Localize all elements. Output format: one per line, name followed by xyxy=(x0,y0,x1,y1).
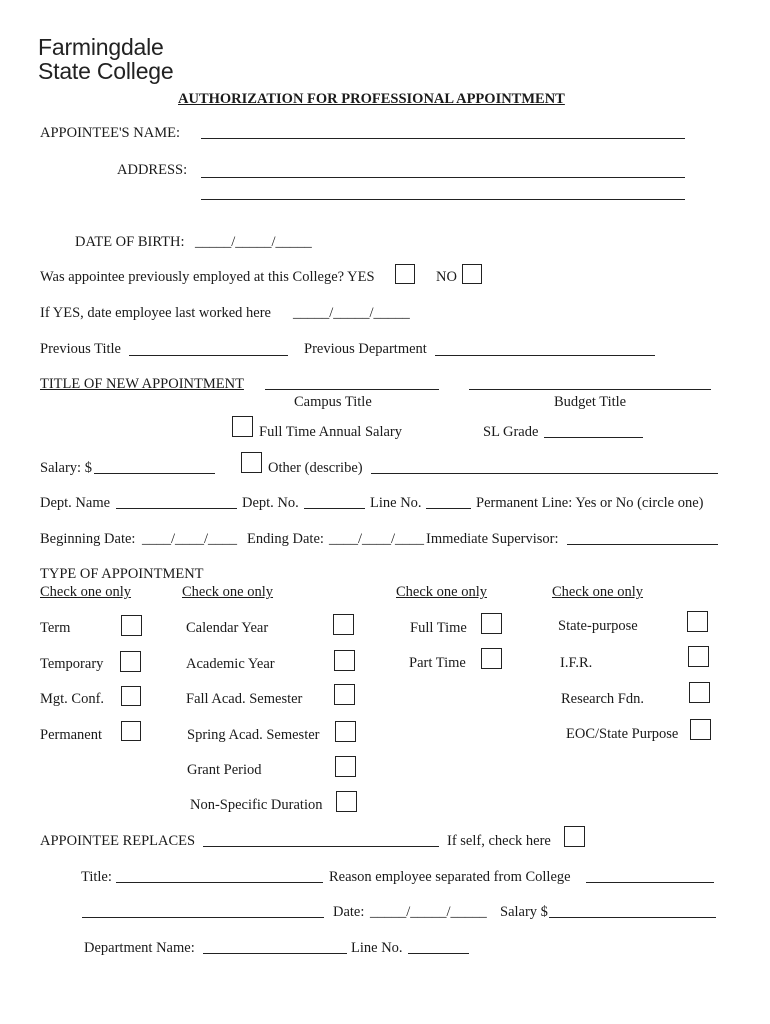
part-time-checkbox[interactable] xyxy=(481,648,502,669)
if-self-label: If self, check here xyxy=(447,833,551,849)
address-label: ADDRESS: xyxy=(117,162,188,178)
supervisor-field[interactable] xyxy=(567,544,718,545)
dept-name-field[interactable] xyxy=(116,508,237,509)
budget-title-label: Budget Title xyxy=(554,394,627,410)
campus-title-label: Campus Title xyxy=(294,394,372,410)
campus-title-field[interactable] xyxy=(265,389,439,390)
check-one-col2: Check one only xyxy=(182,584,274,600)
full-time-label: Full Time xyxy=(410,620,467,636)
prev-title-label: Previous Title xyxy=(40,341,121,357)
state-purpose-checkbox[interactable] xyxy=(687,611,708,632)
eoc-state-purpose-label: EOC/State Purpose xyxy=(566,726,679,742)
check-one-col3: Check one only xyxy=(396,584,488,600)
full-time-salary-label: Full Time Annual Salary xyxy=(259,424,403,440)
state-purpose-label: State-purpose xyxy=(558,618,638,634)
prev-dept-field[interactable] xyxy=(435,355,655,356)
replaces-label: APPOINTEE REPLACES xyxy=(40,833,196,849)
eoc-state-purpose-checkbox[interactable] xyxy=(690,719,711,740)
reason-separated-field-2[interactable] xyxy=(82,917,324,918)
ending-date-field[interactable]: ____/____/____ xyxy=(329,531,425,547)
replaces-title-label: Title: xyxy=(81,869,112,885)
dept-no-label: Dept. No. xyxy=(242,495,299,511)
mgt-conf-label: Mgt. Conf. xyxy=(40,691,105,707)
replaces-salary-label: Salary $ xyxy=(500,904,548,920)
reason-separated-label: Reason employee separated from College xyxy=(329,869,571,885)
replaces-date-label: Date: xyxy=(333,904,365,920)
line-no-field[interactable] xyxy=(426,508,471,509)
mgt-conf-checkbox[interactable] xyxy=(121,686,141,706)
replaces-field[interactable] xyxy=(203,846,439,847)
term-checkbox[interactable] xyxy=(121,615,142,636)
full-time-checkbox[interactable] xyxy=(481,613,502,634)
last-worked-label: If YES, date employee last worked here xyxy=(40,305,271,321)
prev-employed-label: Was appointee previously employed at this College? YES xyxy=(40,269,375,285)
appointee-name-field[interactable] xyxy=(201,138,685,139)
full-time-salary-checkbox[interactable] xyxy=(232,416,253,437)
dob-field[interactable]: _____/_____/_____ xyxy=(195,234,312,250)
check-one-col4: Check one only xyxy=(552,584,644,600)
grant-period-label: Grant Period xyxy=(187,762,262,778)
other-label: Other (describe) xyxy=(268,460,363,476)
if-self-checkbox[interactable] xyxy=(564,826,585,847)
term-label: Term xyxy=(40,620,71,636)
dob-label: DATE OF BIRTH: xyxy=(75,234,185,250)
no-label: NO xyxy=(436,269,457,285)
college-logo xyxy=(38,35,174,83)
academic-year-label: Academic Year xyxy=(186,656,275,672)
new-appointment-title-label: TITLE OF NEW APPOINTMENT xyxy=(40,376,244,392)
salary-field[interactable] xyxy=(94,473,215,474)
budget-title-field[interactable] xyxy=(469,389,711,390)
appointee-name-label: APPOINTEE'S NAME: xyxy=(40,125,180,141)
logo-line-1: Farmingdale xyxy=(38,34,164,60)
temporary-label: Temporary xyxy=(40,656,104,672)
beginning-date-field[interactable]: ____/____/____ xyxy=(142,531,238,547)
calendar-year-checkbox[interactable] xyxy=(333,614,354,635)
sl-grade-field[interactable] xyxy=(544,437,643,438)
replaces-date-field[interactable]: _____/_____/_____ xyxy=(370,904,487,920)
replaces-line-no-label: Line No. xyxy=(351,940,403,956)
ending-date-label: Ending Date: xyxy=(247,531,324,547)
research-fdn-checkbox[interactable] xyxy=(689,682,710,703)
replaces-salary-field[interactable] xyxy=(549,917,716,918)
ifr-checkbox[interactable] xyxy=(688,646,709,667)
form-title: AUTHORIZATION FOR PROFESSIONAL APPOINTMENT xyxy=(178,91,565,107)
prev-employed-yes-checkbox[interactable] xyxy=(395,264,415,284)
part-time-label: Part Time xyxy=(409,655,466,671)
replaces-dept-name-field[interactable] xyxy=(203,953,347,954)
dept-no-field[interactable] xyxy=(304,508,365,509)
supervisor-label: Immediate Supervisor: xyxy=(426,531,559,547)
grant-period-checkbox[interactable] xyxy=(335,756,356,777)
address-field-line-1[interactable] xyxy=(201,177,685,178)
non-specific-duration-label: Non-Specific Duration xyxy=(190,797,323,813)
permanent-label: Permanent xyxy=(40,727,103,743)
dept-name-label: Dept. Name xyxy=(40,495,111,511)
prev-employed-no-checkbox[interactable] xyxy=(462,264,482,284)
line-no-label: Line No. xyxy=(370,495,422,511)
fall-semester-checkbox[interactable] xyxy=(334,684,355,705)
spring-semester-label: Spring Acad. Semester xyxy=(187,727,320,743)
reason-separated-field[interactable] xyxy=(586,882,714,883)
temporary-checkbox[interactable] xyxy=(120,651,141,672)
permanent-checkbox[interactable] xyxy=(121,721,141,741)
sl-grade-label: SL Grade xyxy=(483,424,539,440)
spring-semester-checkbox[interactable] xyxy=(335,721,356,742)
address-field-line-2[interactable] xyxy=(201,199,685,200)
other-describe-field[interactable] xyxy=(371,473,718,474)
salary-label: Salary: $ xyxy=(40,460,92,476)
last-worked-field[interactable]: _____/_____/_____ xyxy=(293,305,410,321)
research-fdn-label: Research Fdn. xyxy=(561,691,644,707)
replaces-dept-name-label: Department Name: xyxy=(84,940,195,956)
prev-dept-label: Previous Department xyxy=(304,341,427,357)
prev-title-field[interactable] xyxy=(129,355,288,356)
check-one-col1: Check one only xyxy=(40,584,132,600)
academic-year-checkbox[interactable] xyxy=(334,650,355,671)
other-checkbox[interactable] xyxy=(241,452,262,473)
replaces-title-field[interactable] xyxy=(116,882,323,883)
fall-semester-label: Fall Acad. Semester xyxy=(186,691,303,707)
ifr-label: I.F.R. xyxy=(560,655,593,671)
permanent-line-label: Permanent Line: Yes or No (circle one) xyxy=(476,495,704,511)
calendar-year-label: Calendar Year xyxy=(186,620,269,636)
beginning-date-label: Beginning Date: xyxy=(40,531,136,547)
type-of-appointment-heading: TYPE OF APPOINTMENT xyxy=(40,566,204,582)
replaces-line-no-field[interactable] xyxy=(408,953,469,954)
non-specific-duration-checkbox[interactable] xyxy=(336,791,357,812)
logo-line-2: State College xyxy=(38,58,174,84)
